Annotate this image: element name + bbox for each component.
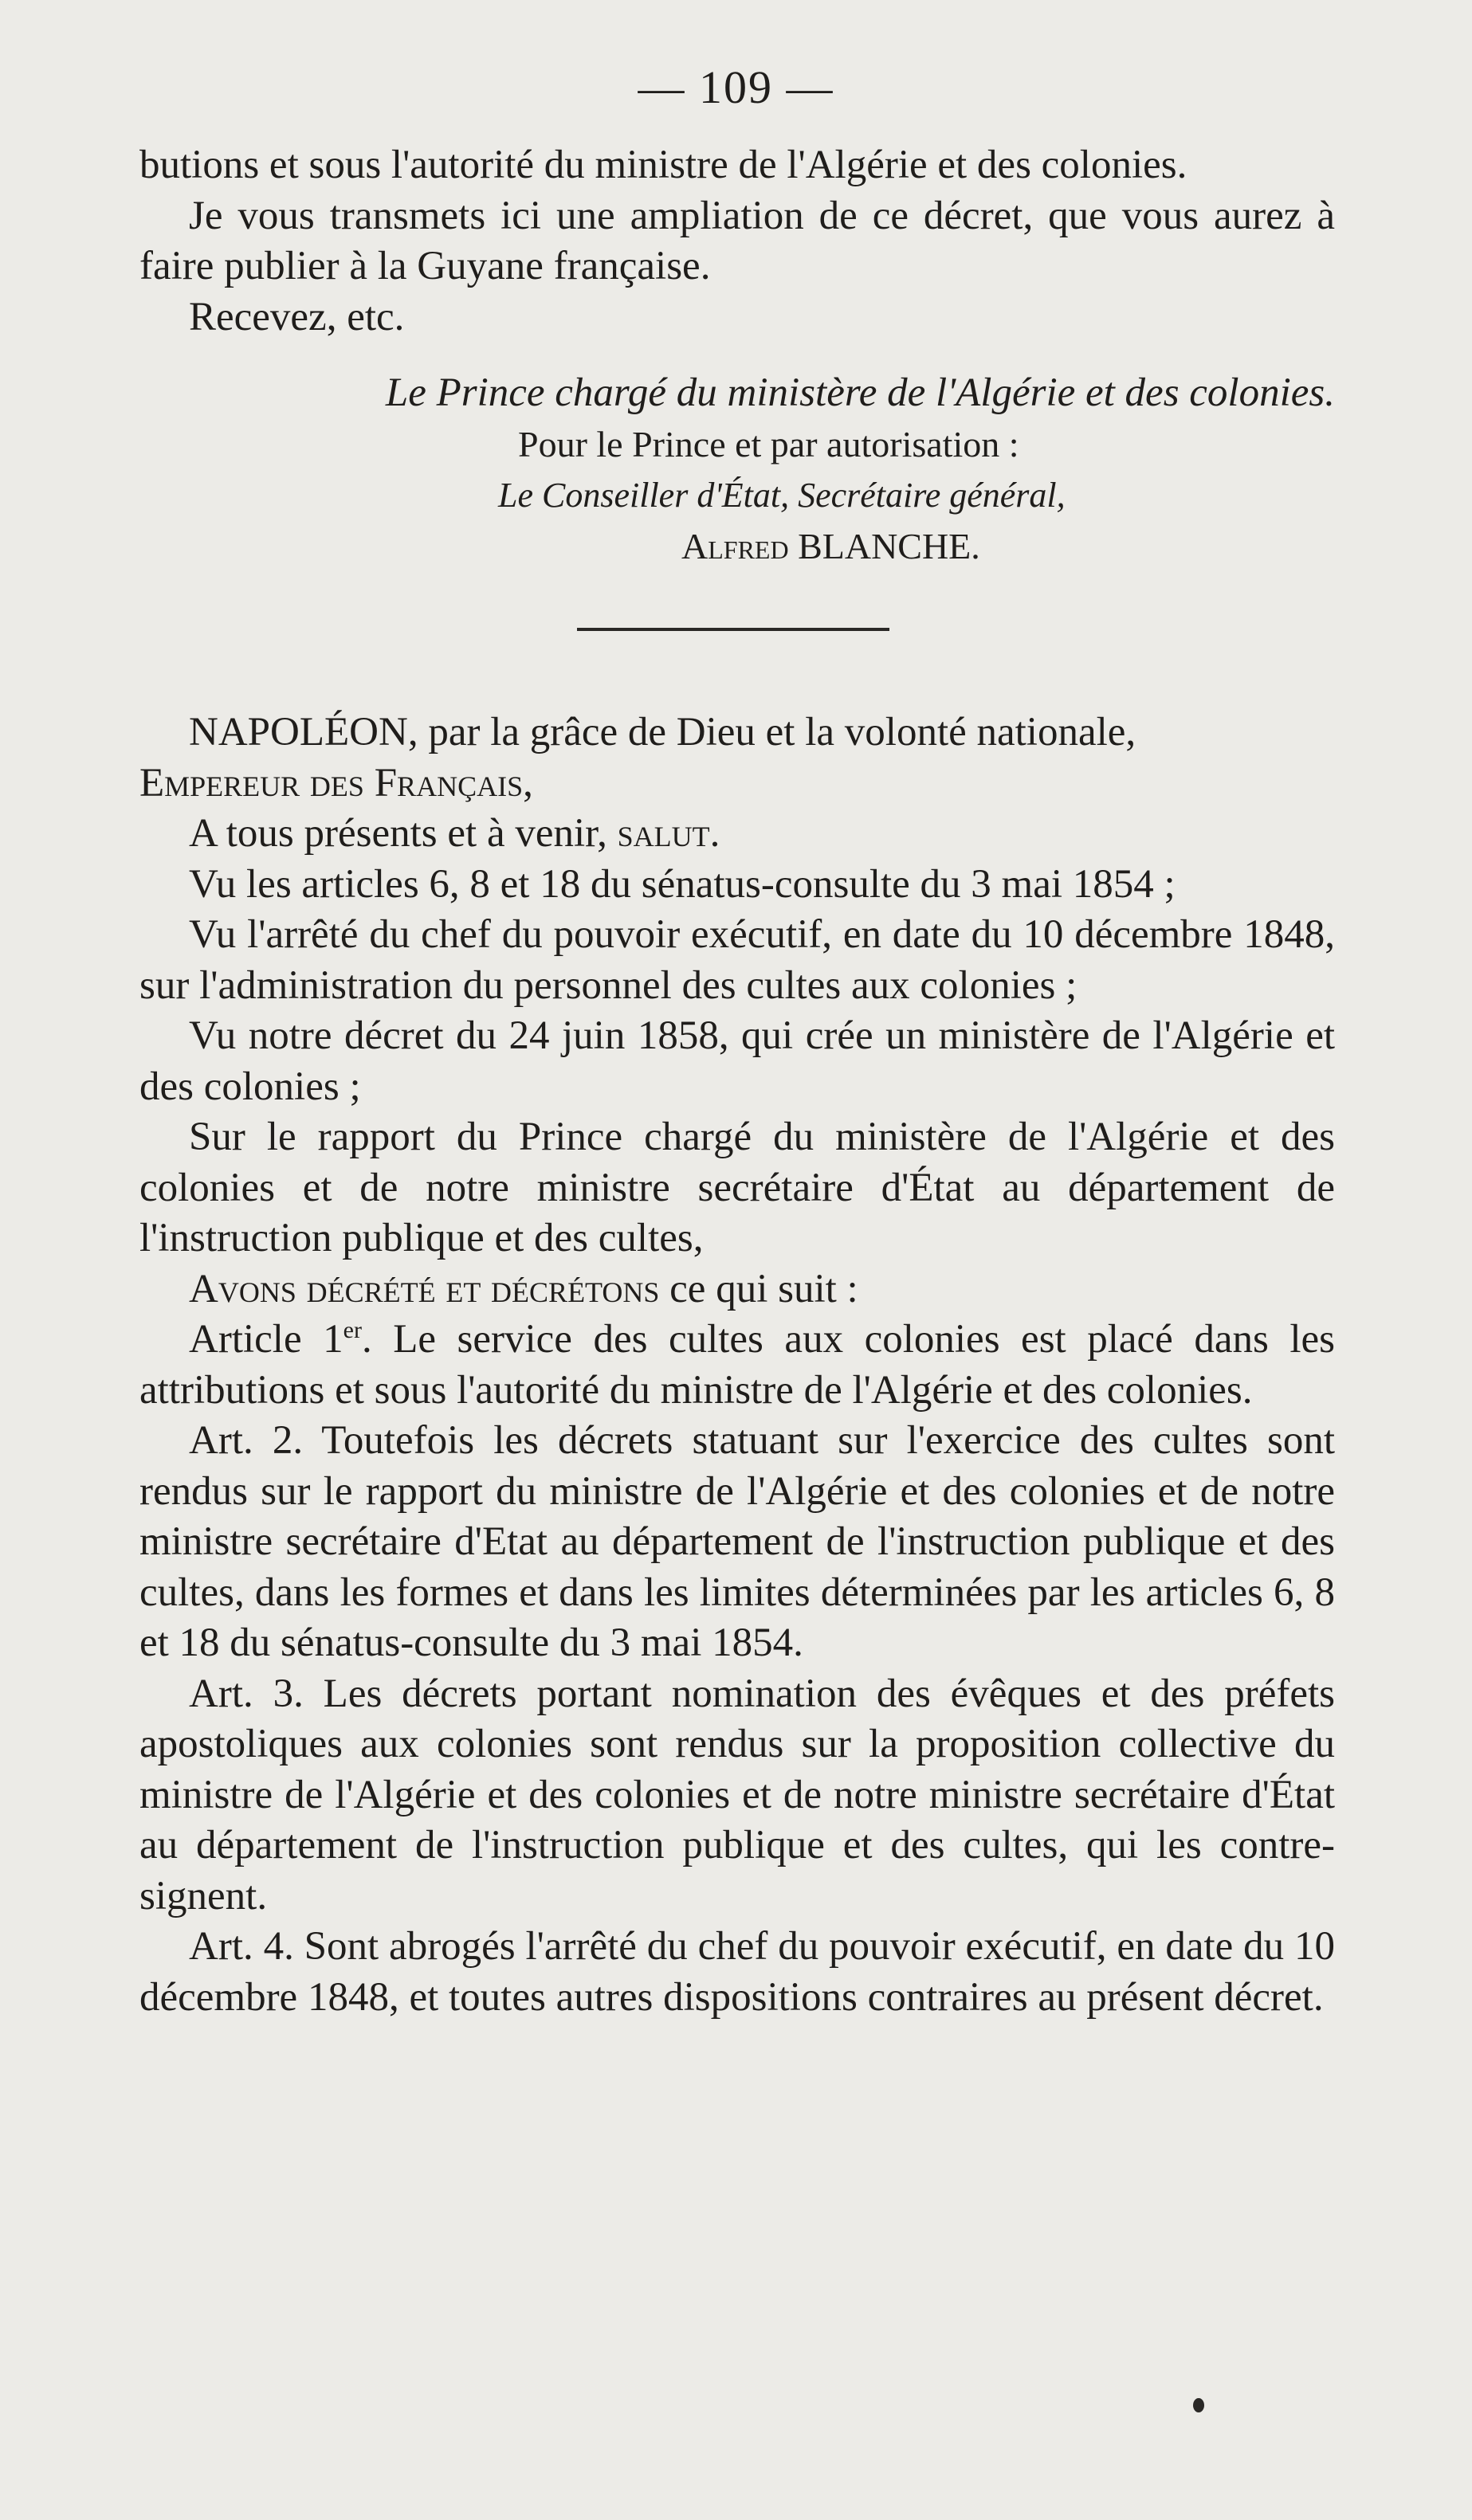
continuation-line: butions et sous l'autorité du ministre de l'Algérie et des colonies.	[139, 143, 1187, 187]
salutation-text: A tous présents et à venir,	[189, 811, 607, 856]
article-1-text: . Le service des cultes aux colonies est placé dans les attributions et sous l'autorité du ministre de l'Algérie et des colonies.	[139, 1317, 1335, 1413]
article-1-superscript: er	[343, 1317, 362, 1343]
page-number: — 109 —	[638, 61, 834, 113]
vu-article-2: Vu l'arrêté du chef du pouvoir exécutif, en date du 10 décembre 1848, sur l'administration du personnel des cultes aux colonies ;	[139, 912, 1335, 1008]
decretons-formula: Avons décrété et décrétons	[189, 1266, 660, 1311]
salutation-word: salut.	[617, 811, 720, 856]
decree-title-line: Empereur des Français,	[139, 760, 533, 805]
signature-prince-line: Le Prince chargé du ministère de l'Algérie et des colonies.	[385, 370, 1335, 415]
decretons-suffix: ce qui suit :	[669, 1266, 858, 1311]
article-2: Art. 2. Toutefois les décrets statuant sur l'exercice des cultes sont rendus sur le rapport du ministre de l'Algérie et des colonies et de notre ministre secrétaire d'Etat au département de l'instruction publique et des cultes, dans les formes et dans les limites déterminées par les articles 6, 8 et 18 du sénatus-consulte du 3 mai 1854.	[139, 1418, 1335, 1665]
article-4: Art. 4. Sont abrogés l'arrêté du chef du pouvoir exécutif, en date du 10 décembre 1848, et toutes autres dispositions contraires au présent décret.	[139, 1924, 1335, 2020]
closing-formula: Recevez, etc.	[189, 294, 405, 339]
ink-blot	[1193, 2398, 1204, 2412]
decretons-line	[139, 1264, 1335, 1315]
article-1	[139, 1315, 1335, 1416]
signature-block	[139, 368, 1335, 572]
rapport-paragraph: Sur le rapport du Prince chargé du ministère de l'Algérie et des colonies et de notre ministre secrétaire d'État au département de l'instruction publique et des cultes,	[139, 1115, 1335, 1260]
vu-article-1: Vu les articles 6, 8 et 18 du sénatus-consulte du 3 mai 1854 ;	[189, 861, 1176, 907]
signature-conseiller: Le Conseiller d'État, Secrétaire général,	[498, 475, 1066, 515]
salutation	[139, 809, 1335, 860]
section-divider	[577, 628, 889, 631]
decree-heading: NAPOLÉON, par la grâce de Dieu et la volonté nationale,	[189, 710, 1136, 754]
article-1-label: Article 1	[189, 1317, 343, 1362]
signature-autorisation: Pour le Prince et par autorisation :	[518, 423, 1019, 464]
letter-ending	[139, 140, 1335, 343]
article-3: Art. 3. Les décrets portant nomination des évêques et des préfets apostoliques aux colonies sont rendus sur la proposition collective du ministre de l'Algérie et des colonies et de notre ministre secrétaire d'État au département de l'instruction publique et des cultes, qui les contre-signent.	[139, 1671, 1335, 1918]
vu-article-3: Vu notre décret du 24 juin 1858, qui crée un ministère de l'Algérie et des colonies ;	[139, 1013, 1335, 1109]
decree-body	[139, 707, 1335, 2023]
signature-name: Alfred BLANCHE.	[681, 525, 980, 566]
transmission-paragraph: Je vous transmets ici une ampliation de ce décret, que vous aurez à faire publier à la Guyane française.	[139, 193, 1335, 288]
